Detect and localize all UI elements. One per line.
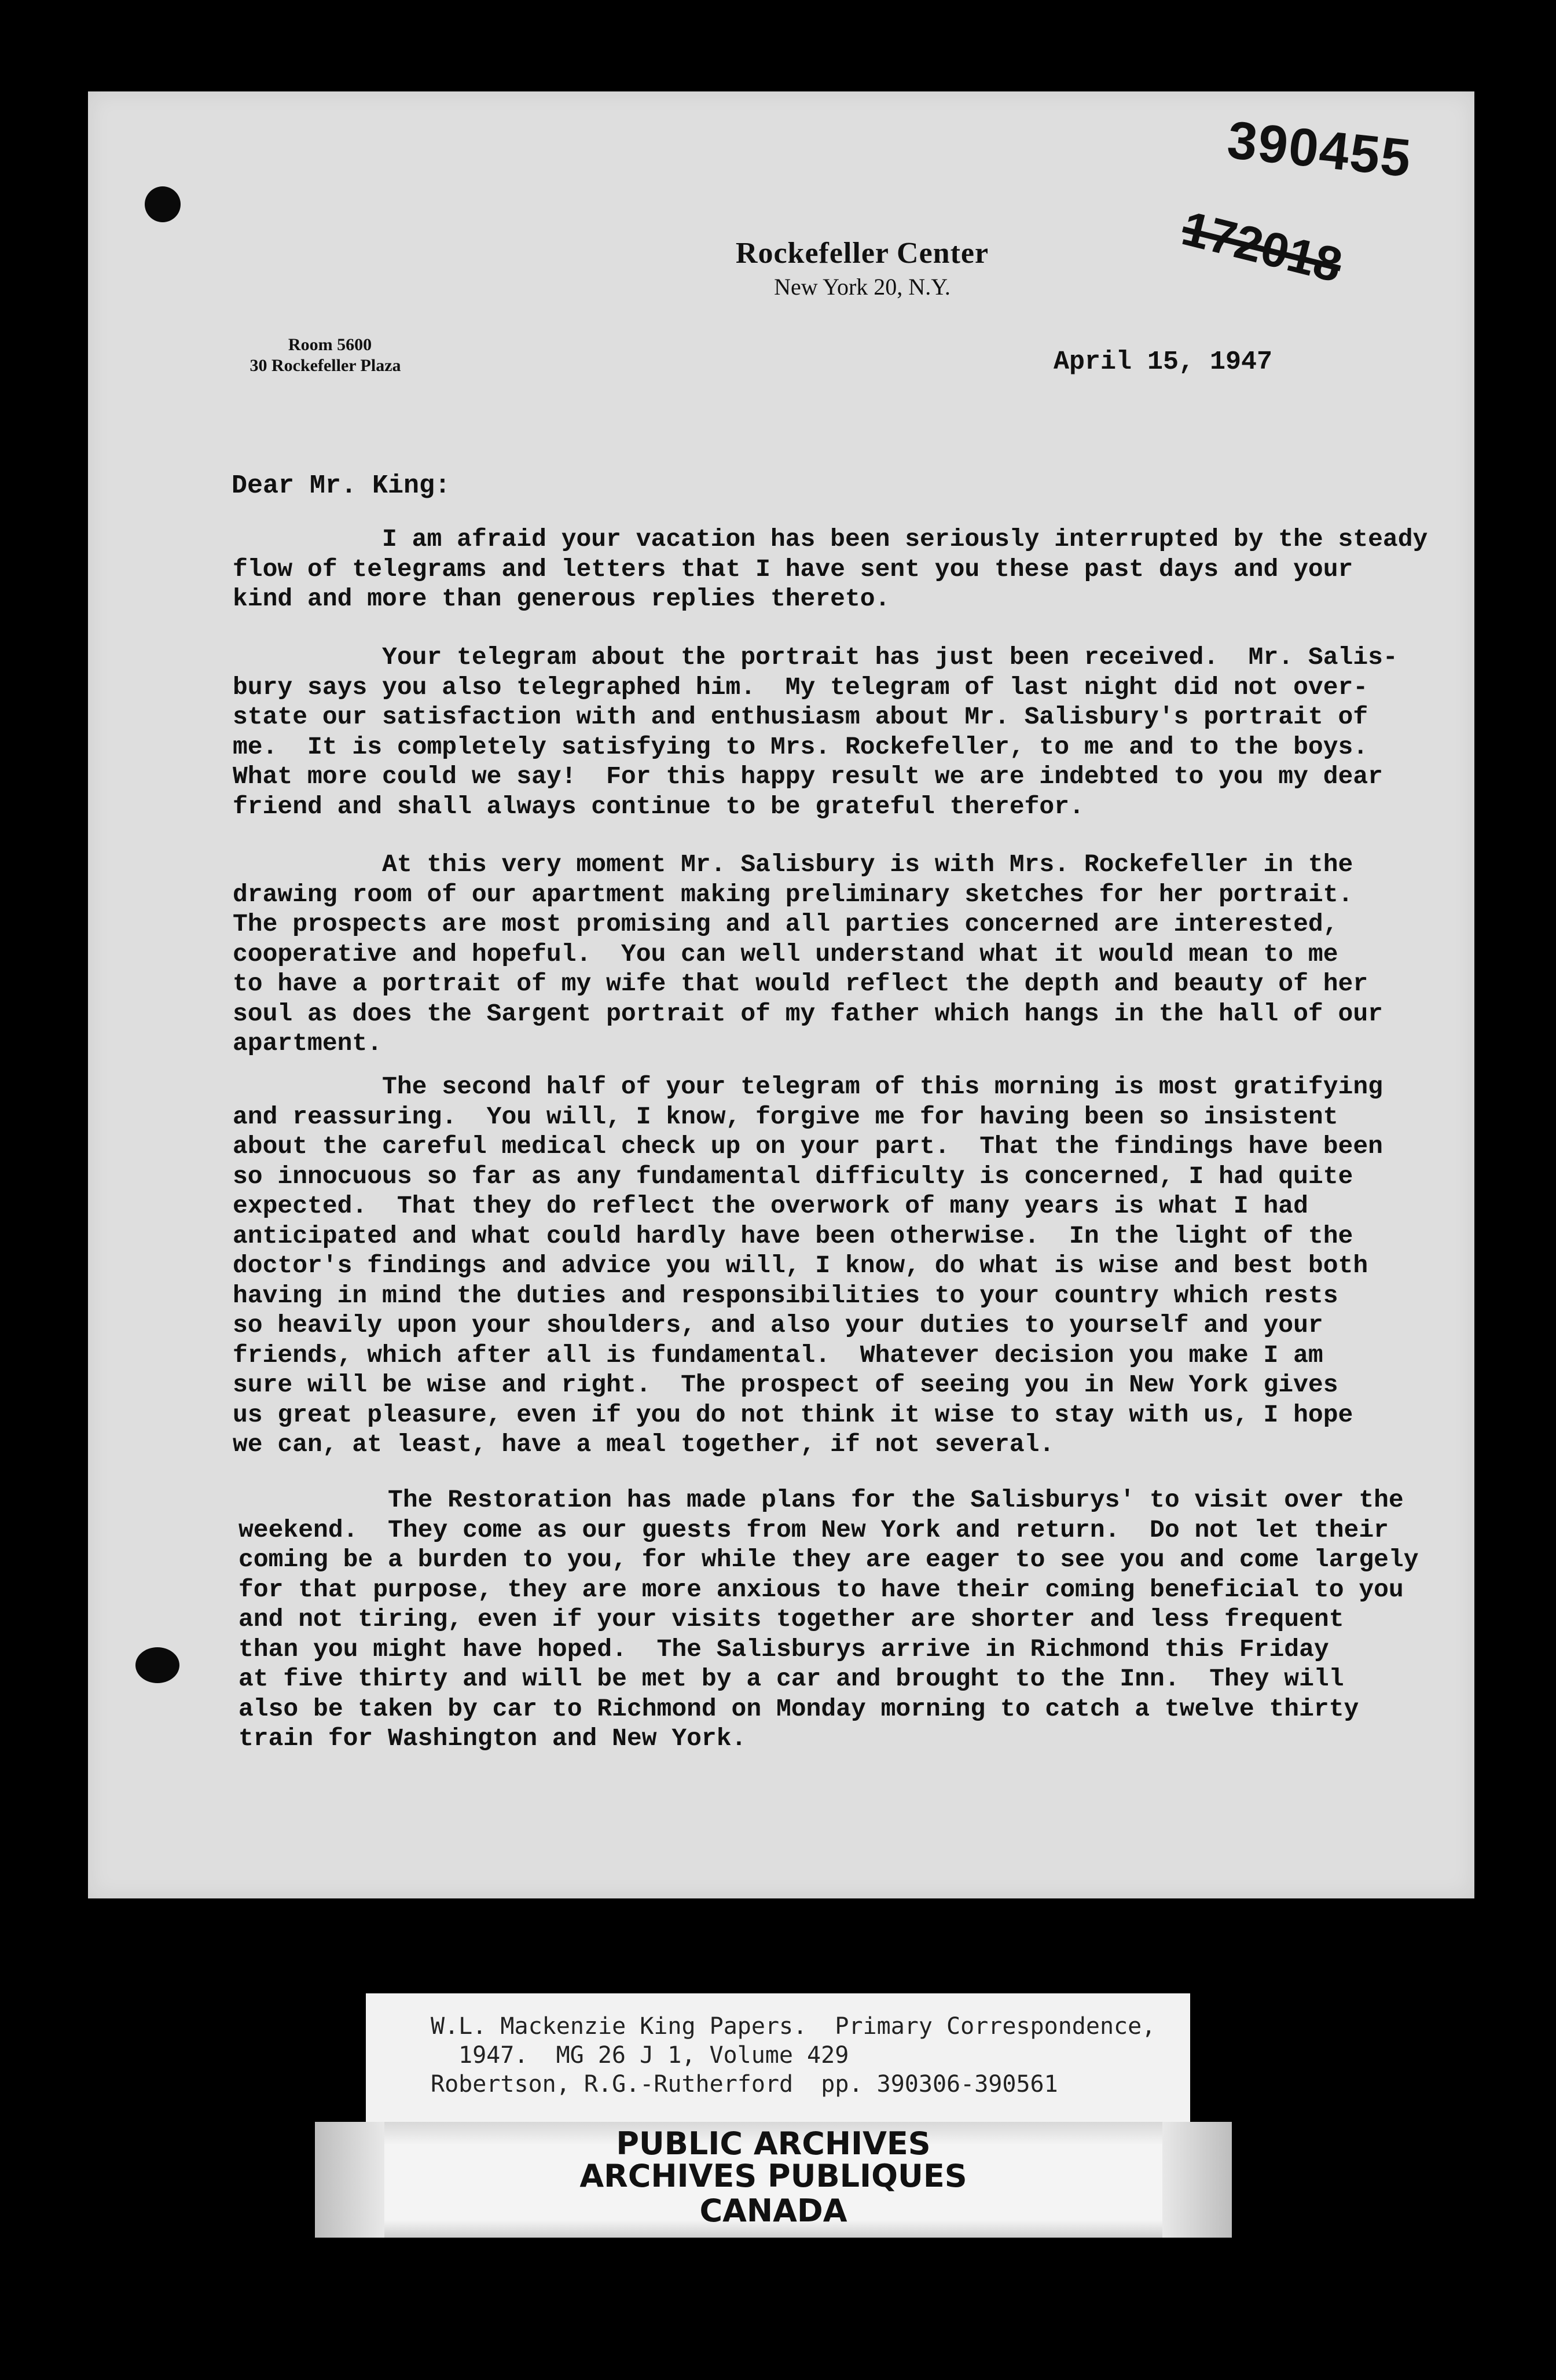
archive-stamp-band — [315, 2122, 1232, 2238]
label-line-2: 1947. MG 26 J 1, Volume 429 — [458, 2042, 849, 2069]
letterhead-name: Rockefeller Center — [735, 237, 989, 270]
paragraph-2: Your telegram about the portrait has just been received. Mr. Salis- bury says you also telegraphed him. My telegram of last night did not over- state our satisfaction with and enthusiasm about Mr. Salisbury's portrait of me. It is completely satisfying to Mrs. Rockefeller, to me and to the boys. What more could we say! For this happy result we are indebted to you my dear friend and shall always continue to be grateful therefor. — [233, 643, 1398, 821]
punch-hole-top — [145, 186, 181, 222]
paragraph-4: The second half of your telegram of this morning is most gratifying and reassuring. You will, I know, forgive me for having been so insistent about the careful medical check up on your part. That the findings have been so innocuous so far as any fundamental difficulty is concerned, I had quite expected. That they do reflect the overwork of many years is what I had anticipated and what could hardly have been otherwise. In the light of the doctor's findings and advice you will, I know, do what is wise and best both having in mind the duties and responsibilities to your country which rests so heavily upon your shoulders, and also your duties to yourself and your friends, which after all is fundamental. Whatever decision you make I am sure will be wise and right. The prospect of seeing you in New York gives us great pleasure, even if you do not think it wise to stay with us, I hope we can, at least, have a meal together, if not several. — [233, 1073, 1383, 1459]
archive-number-stamp: 390455 — [1224, 110, 1415, 189]
letter-page — [88, 91, 1474, 1898]
letter-date: April 15, 1947 — [1054, 347, 1273, 377]
letterhead-city: New York 20, N.Y. — [774, 274, 951, 300]
archive-stamp-line-2: ARCHIVES PUBLIQUES — [579, 2158, 967, 2194]
paragraph-3: At this very moment Mr. Salisbury is with Mrs. Rockefeller in the drawing room of our apartment making preliminary sketches for her portrait. The prospects are most promising and all parties concerned are interested, cooperative and hopeful. You can well understand what it would mean to me to have a portrait of my wife that would reflect the depth and beauty of her soul as does the Sargent portrait of my father which hangs in the hall of our apartment. — [233, 850, 1383, 1057]
archive-stamp-line-3: CANADA — [699, 2192, 847, 2229]
salutation: Dear Mr. King: — [232, 471, 451, 501]
punch-hole-bottom — [135, 1647, 179, 1683]
label-line-1: W.L. Mackenzie King Papers. Primary Correspondence, — [431, 2013, 1156, 2040]
label-line-3: Robertson, R.G.-Rutherford pp. 390306-390561 — [431, 2071, 1058, 2098]
paragraph-1: I am afraid your vacation has been seriously interrupted by the steady flow of telegrams and letters that I have sent you these past days and your kind and more than generous replies thereto. — [233, 525, 1428, 613]
archive-reference-label — [366, 1993, 1190, 2126]
old-number-stamp: 172018 — [1176, 200, 1348, 293]
archive-stamp-line-1: PUBLIC ARCHIVES — [616, 2125, 931, 2162]
paragraph-5: The Restoration has made plans for the Salisburys' to visit over the weekend. They come as our guests from New York and return. Do not let their coming be a burden to you, for while they are eager to see you and come largely for that purpose, they are more anxious to have their coming beneficial to you and not tiring, even if your visits together are shorter and less frequent than you might have hoped. The Salisburys arrive in Richmond this Friday at five thirty and will be met by a car and brought to the Inn. They will also be taken by car to Richmond on Monday morning to catch a twelve thirty train for Washington and New York. — [238, 1486, 1419, 1753]
return-address-room: Room 5600 — [288, 335, 372, 354]
return-address-street: 30 Rockefeller Plaza — [249, 356, 401, 375]
